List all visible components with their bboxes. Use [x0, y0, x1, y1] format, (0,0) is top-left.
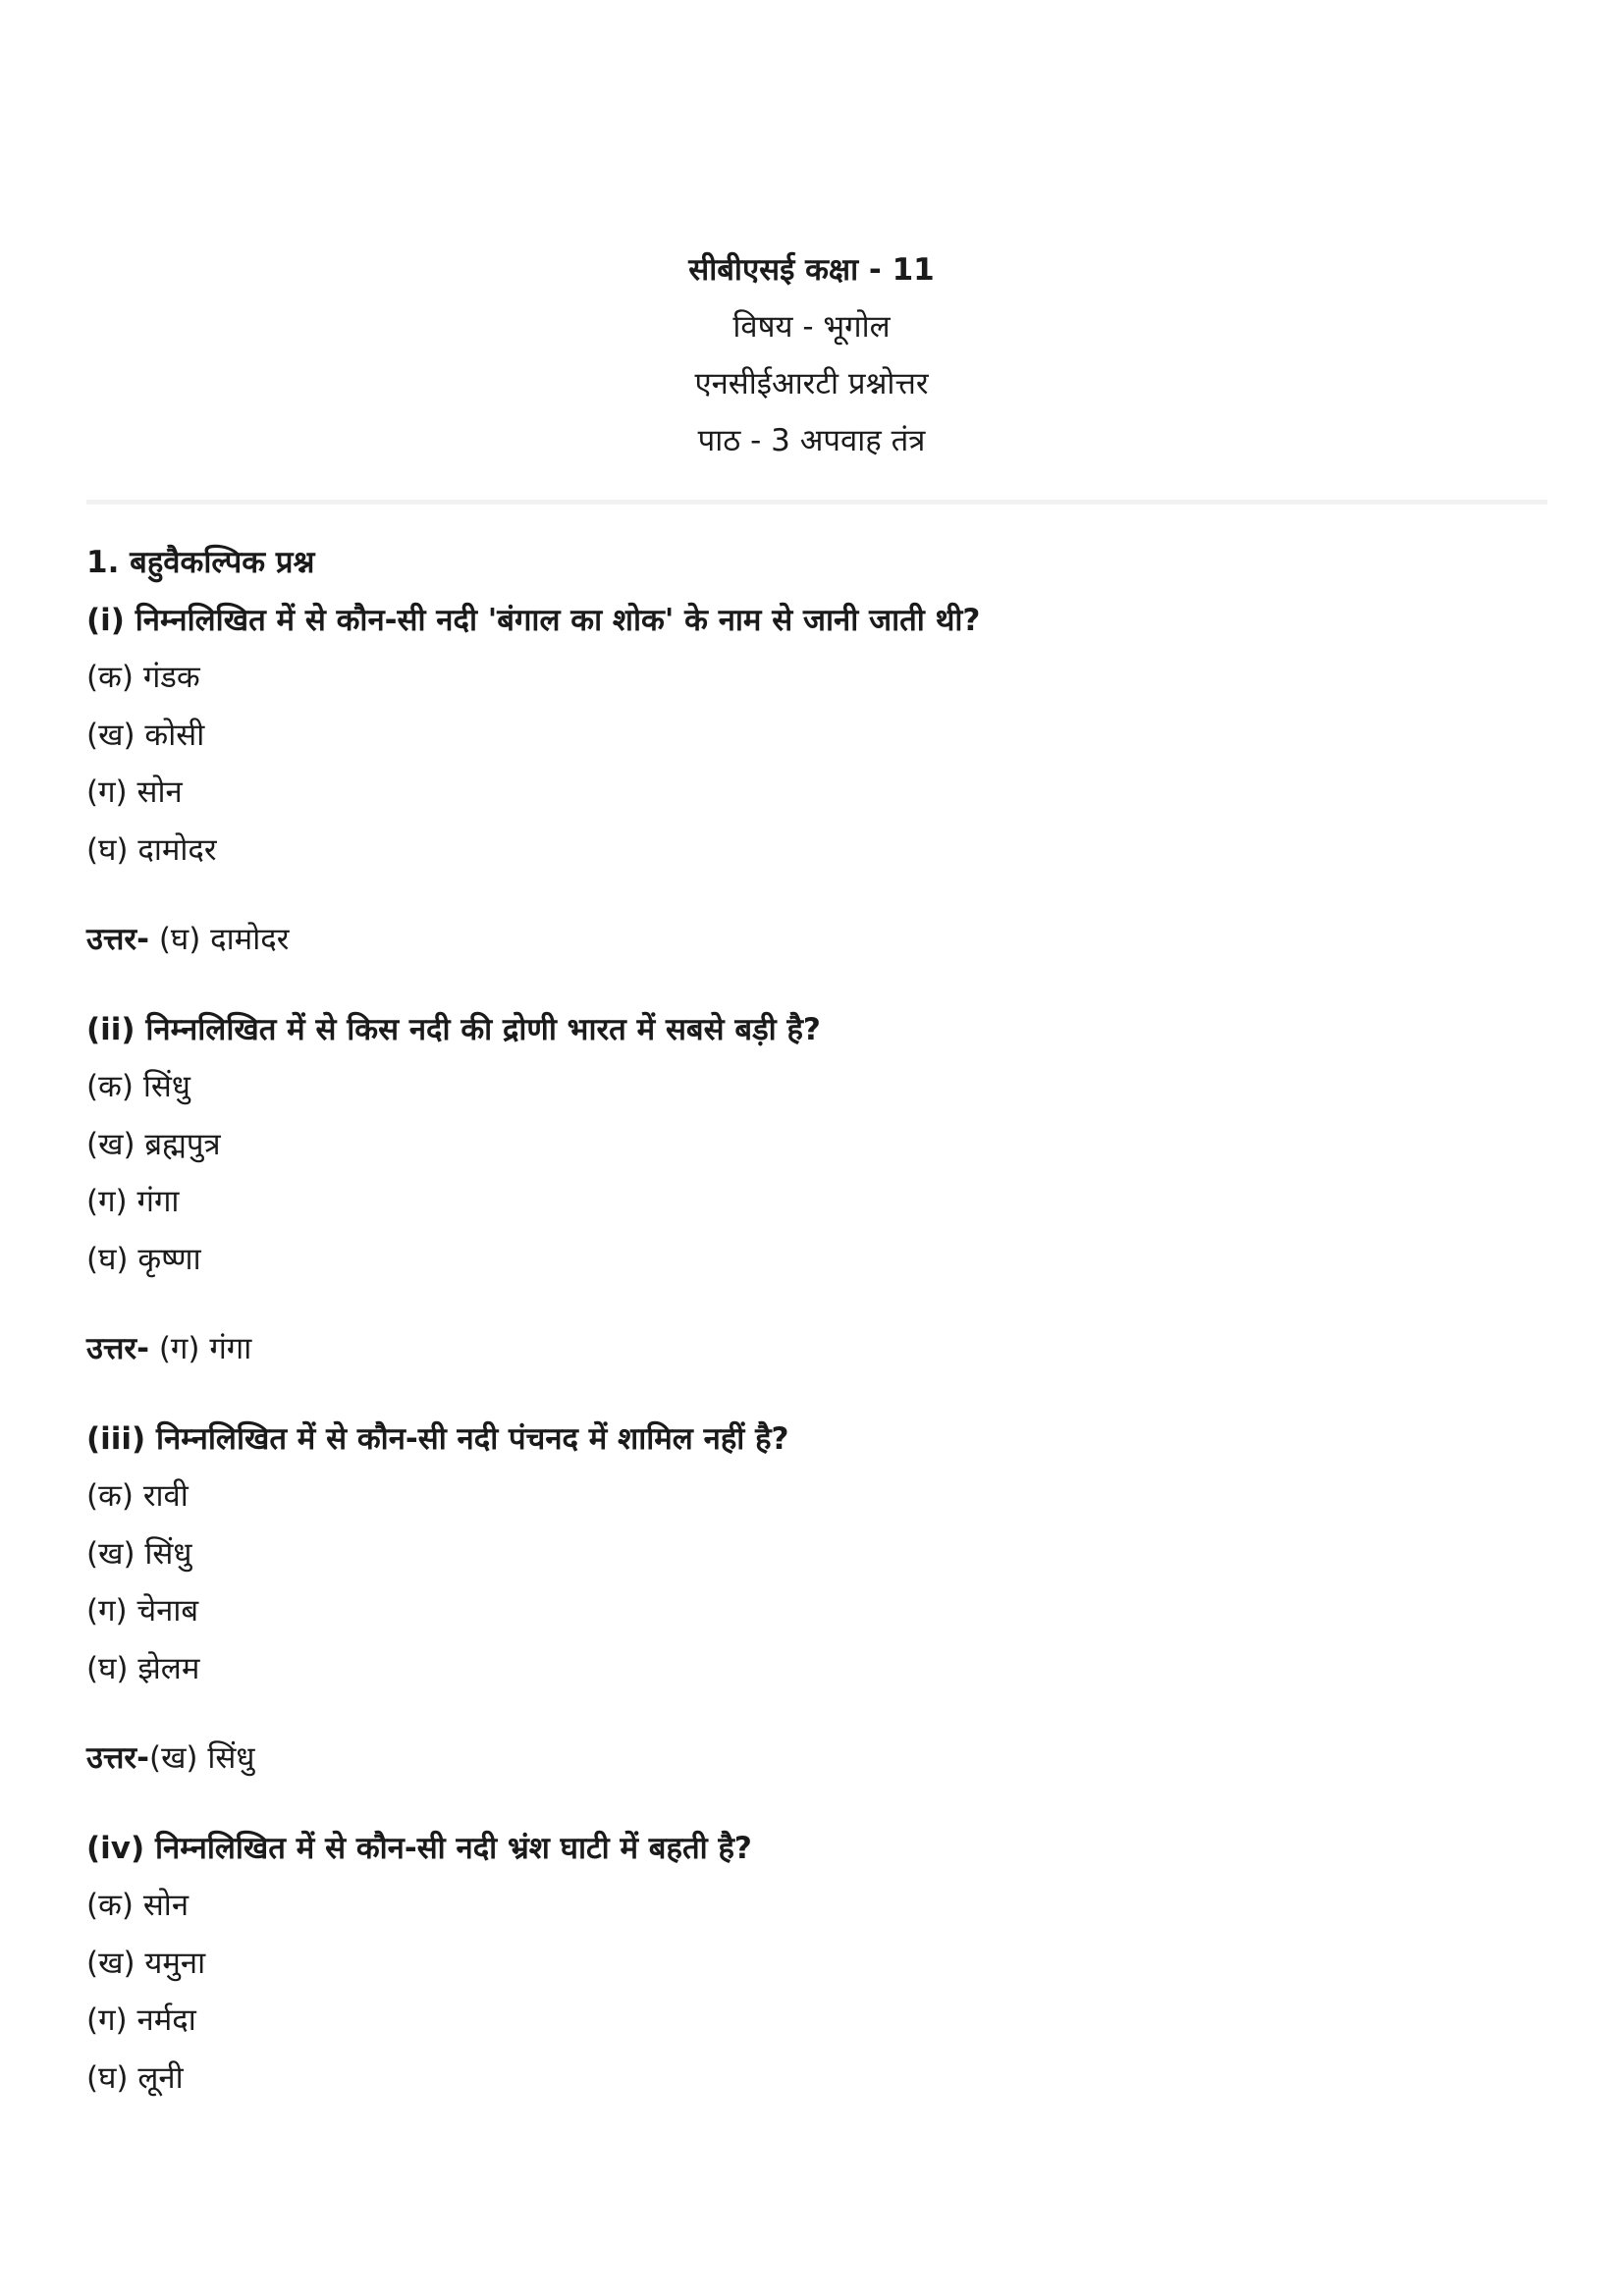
question-3-answer	[86, 1730, 1540, 1788]
question-4-option-b: (ख) यमुना	[86, 1945, 206, 1981]
question-2-answer-text: (ग) गंगा	[148, 1331, 252, 1366]
question-2-option-c: (ग) गंगा	[86, 1184, 180, 1219]
question-1-answer-label: उत्तर-	[86, 922, 149, 957]
question-3-option-c: (ग) चेनाब	[86, 1593, 199, 1629]
question-2-option-b: (ख) ब्रह्मपुत्र	[86, 1126, 221, 1162]
header-class: सीबीएसई कक्षा - 11	[688, 252, 935, 288]
question-2-answer	[86, 1320, 1540, 1378]
question-3-answer-text: (ख) सिंधु	[148, 1740, 255, 1776]
header-chapter: पाठ - 3 अपवाह तंत्र	[697, 423, 926, 458]
question-4-option-c: (ग) नर्मदा	[86, 2002, 196, 2038]
question-1-answer	[86, 911, 1540, 969]
question-1-option-b: (ख) कोसी	[86, 717, 205, 753]
question-2-answer-label: उत्तर-	[86, 1331, 149, 1366]
question-2-option-a: (क) सिंधु	[86, 1069, 190, 1104]
header-divider	[86, 500, 1547, 505]
question-2-option-d: (घ) कृष्णा	[86, 1241, 201, 1277]
question-3-answer-label: उत्तर-	[86, 1740, 149, 1776]
question-4-option-a: (क) सोन	[86, 1888, 189, 1923]
question-3-option-b: (ख) सिंधु	[86, 1535, 192, 1572]
question-1-text: (i) निम्नलिखित में से कौन-सी नदी 'बंगाल का शोक' के नाम से जानी जाती थी?	[86, 602, 981, 638]
question-1-option-c: (ग) सोन	[86, 774, 183, 810]
header-subject: विषय - भूगोल	[732, 309, 891, 345]
section-title: 1. बहुवैकल्पिक प्रश्न	[86, 545, 315, 580]
question-3-text: (iii) निम्नलिखित में से कौन-सी नदी पंचनद में शामिल नहीं है?	[86, 1420, 789, 1457]
question-1-option-d: (घ) दामोदर	[86, 831, 217, 868]
question-1-option-a: (क) गंडक	[86, 660, 200, 695]
document-body	[86, 534, 1540, 2107]
question-4-text: (iv) निम्नलिखित में से कौन-सी नदी भ्रंश घाटी में बहती है?	[86, 1830, 752, 1866]
header-type: एनसीईआरटी प्रश्नोत्तर	[694, 366, 929, 401]
question-3-option-a: (क) रावी	[86, 1478, 189, 1514]
question-4-option-d: (घ) लूनी	[86, 2059, 184, 2096]
question-2-text: (ii) निम्नलिखित में से किस नदी की द्रोणी भारत में सबसे बड़ी है?	[86, 1011, 821, 1047]
question-1-answer-text: (घ) दामोदर	[148, 922, 290, 957]
document-header	[0, 241, 1623, 469]
question-3-option-d: (घ) झेलम	[86, 1650, 200, 1686]
